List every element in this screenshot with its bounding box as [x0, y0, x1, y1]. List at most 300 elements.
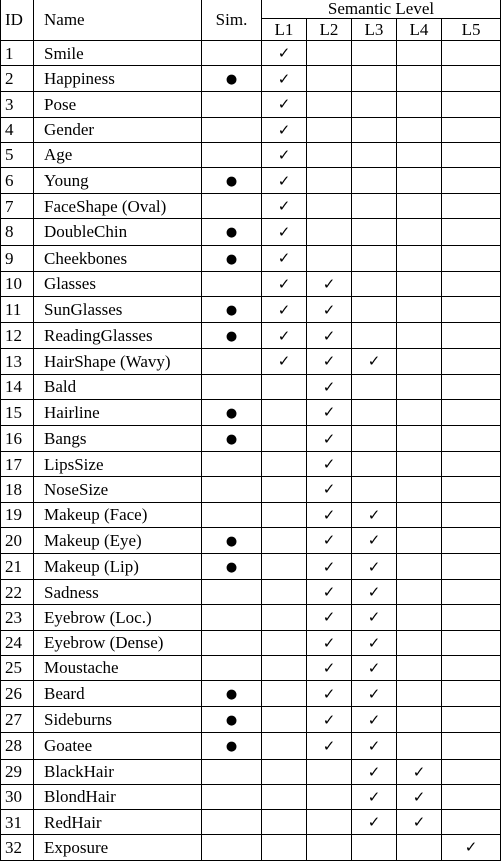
- cell-sim: [202, 580, 262, 605]
- checkmark-icon: ✓: [367, 608, 381, 627]
- cell-level-l2: [307, 733, 352, 759]
- cell-level-l1: [262, 374, 307, 399]
- cell-level-l5: [442, 374, 501, 399]
- checkmark-icon: ✓: [367, 352, 381, 371]
- checkmark-icon: ✓: [322, 557, 336, 576]
- checkmark-icon: ✓: [367, 583, 381, 602]
- cell-level-l3: [352, 452, 397, 477]
- cell-id: 19: [1, 502, 34, 527]
- cell-id: 29: [1, 759, 34, 784]
- table-row: [1, 168, 501, 194]
- cell-level-l3: [352, 630, 397, 655]
- cell-level-l2: [307, 784, 352, 809]
- cell-level-l4: [397, 374, 442, 399]
- table-row: [1, 219, 501, 245]
- cell-level-l4: [397, 399, 442, 425]
- cell-level-l2: [307, 630, 352, 655]
- checkmark-icon: ✓: [322, 608, 336, 627]
- cell-level-l4: [397, 349, 442, 374]
- cell-level-l5: [442, 733, 501, 759]
- table-row: [1, 399, 501, 425]
- cell-level-l3: [352, 733, 397, 759]
- cell-level-l3: [352, 92, 397, 117]
- cell-name: BlondHair: [34, 784, 202, 809]
- cell-id: 27: [1, 707, 34, 733]
- cell-name: Moustache: [34, 655, 202, 680]
- cell-name: NoseSize: [34, 477, 202, 502]
- cell-level-l1: [262, 297, 307, 323]
- cell-level-l3: [352, 681, 397, 707]
- cell-level-l3: [352, 323, 397, 349]
- checkmark-icon: ✓: [367, 557, 381, 576]
- cell-name: Eyebrow (Dense): [34, 630, 202, 655]
- cell-level-l2: [307, 168, 352, 194]
- checkmark-icon: ✓: [367, 684, 381, 703]
- cell-name: SunGlasses: [34, 297, 202, 323]
- checkmark-icon: ✓: [322, 300, 336, 319]
- cell-id: 31: [1, 810, 34, 835]
- cell-name: Makeup (Lip): [34, 554, 202, 580]
- bullet-dot-icon: ●: [225, 560, 238, 576]
- table-row: [1, 194, 501, 219]
- cell-name: FaceShape (Oval): [34, 194, 202, 219]
- cell-level-l3: [352, 349, 397, 374]
- header-level-l5: L5: [442, 19, 501, 41]
- checkmark-icon: ✓: [277, 95, 291, 114]
- cell-level-l3: [352, 810, 397, 835]
- table-row: [1, 41, 501, 66]
- cell-level-l4: [397, 655, 442, 680]
- cell-level-l3: [352, 580, 397, 605]
- cell-sim: [202, 655, 262, 680]
- cell-level-l5: [442, 168, 501, 194]
- table-row: [1, 605, 501, 630]
- cell-level-l3: [352, 784, 397, 809]
- bullet-dot-icon: ●: [225, 739, 238, 755]
- header-sim: Sim.: [202, 0, 262, 41]
- table-row: [1, 502, 501, 527]
- cell-level-l5: [442, 219, 501, 245]
- cell-level-l4: [397, 580, 442, 605]
- cell-level-l3: [352, 426, 397, 452]
- cell-sim: [202, 41, 262, 66]
- cell-level-l5: [442, 66, 501, 92]
- cell-sim: [202, 605, 262, 630]
- cell-sim: [202, 452, 262, 477]
- cell-name: BlackHair: [34, 759, 202, 784]
- checkmark-icon: ✓: [367, 813, 381, 832]
- cell-level-l3: [352, 66, 397, 92]
- cell-level-l2: [307, 426, 352, 452]
- cell-level-l2: [307, 605, 352, 630]
- cell-sim: [202, 271, 262, 296]
- header-level-l1: L1: [262, 19, 307, 41]
- table-row: [1, 527, 501, 553]
- cell-sim: [202, 323, 262, 349]
- checkmark-icon: ✓: [412, 813, 426, 832]
- cell-level-l1: [262, 784, 307, 809]
- cell-level-l4: [397, 117, 442, 142]
- cell-level-l4: [397, 41, 442, 66]
- cell-name: RedHair: [34, 810, 202, 835]
- cell-id: 1: [1, 41, 34, 66]
- table-row: [1, 245, 501, 271]
- cell-name: Gender: [34, 117, 202, 142]
- checkmark-icon: ✓: [322, 658, 336, 677]
- bullet-dot-icon: ●: [225, 432, 238, 448]
- cell-level-l5: [442, 142, 501, 167]
- bullet-dot-icon: ●: [225, 405, 238, 421]
- header-level-l4: L4: [397, 19, 442, 41]
- cell-sim: [202, 759, 262, 784]
- cell-level-l5: [442, 502, 501, 527]
- cell-level-l5: [442, 399, 501, 425]
- cell-level-l4: [397, 168, 442, 194]
- cell-level-l2: [307, 374, 352, 399]
- checkmark-icon: ✓: [277, 249, 291, 268]
- cell-id: 30: [1, 784, 34, 809]
- cell-sim: [202, 168, 262, 194]
- checkmark-icon: ✓: [322, 352, 336, 371]
- cell-level-l2: [307, 527, 352, 553]
- cell-level-l2: [307, 477, 352, 502]
- table-body: [1, 41, 501, 861]
- cell-level-l4: [397, 92, 442, 117]
- cell-level-l1: [262, 142, 307, 167]
- cell-level-l1: [262, 399, 307, 425]
- bullet-dot-icon: ●: [225, 72, 238, 88]
- cell-sim: [202, 297, 262, 323]
- cell-level-l1: [262, 477, 307, 502]
- cell-sim: [202, 349, 262, 374]
- cell-id: 22: [1, 580, 34, 605]
- cell-level-l4: [397, 784, 442, 809]
- cell-id: 17: [1, 452, 34, 477]
- cell-level-l1: [262, 835, 307, 860]
- table-row: [1, 554, 501, 580]
- cell-level-l3: [352, 168, 397, 194]
- cell-sim: [202, 707, 262, 733]
- cell-sim: [202, 142, 262, 167]
- cell-level-l2: [307, 681, 352, 707]
- cell-sim: [202, 426, 262, 452]
- bullet-dot-icon: ●: [225, 303, 238, 319]
- cell-level-l4: [397, 142, 442, 167]
- cell-sim: [202, 554, 262, 580]
- bullet-dot-icon: ●: [225, 713, 238, 729]
- cell-id: 4: [1, 117, 34, 142]
- cell-level-l1: [262, 271, 307, 296]
- bullet-dot-icon: ●: [225, 533, 238, 549]
- cell-id: 10: [1, 271, 34, 296]
- cell-level-l3: [352, 477, 397, 502]
- cell-id: 2: [1, 66, 34, 92]
- table-row: [1, 452, 501, 477]
- cell-level-l3: [352, 219, 397, 245]
- cell-level-l4: [397, 502, 442, 527]
- cell-sim: [202, 194, 262, 219]
- cell-name: Makeup (Face): [34, 502, 202, 527]
- cell-level-l2: [307, 323, 352, 349]
- table-row: [1, 580, 501, 605]
- cell-level-l4: [397, 323, 442, 349]
- cell-level-l1: [262, 117, 307, 142]
- bullet-dot-icon: ●: [225, 251, 238, 267]
- cell-level-l5: [442, 630, 501, 655]
- cell-sim: [202, 527, 262, 553]
- checkmark-icon: ✓: [322, 736, 336, 755]
- checkmark-icon: ✓: [277, 274, 291, 293]
- cell-level-l4: [397, 733, 442, 759]
- table-row: [1, 707, 501, 733]
- table-row: [1, 835, 501, 860]
- checkmark-icon: ✓: [277, 300, 291, 319]
- cell-level-l5: [442, 349, 501, 374]
- cell-level-l3: [352, 655, 397, 680]
- cell-level-l3: [352, 605, 397, 630]
- cell-level-l2: [307, 245, 352, 271]
- cell-level-l2: [307, 142, 352, 167]
- cell-level-l5: [442, 41, 501, 66]
- cell-level-l2: [307, 349, 352, 374]
- cell-level-l5: [442, 707, 501, 733]
- cell-name: Sideburns: [34, 707, 202, 733]
- cell-level-l1: [262, 323, 307, 349]
- table-row: [1, 142, 501, 167]
- cell-id: 23: [1, 605, 34, 630]
- cell-level-l2: [307, 117, 352, 142]
- cell-level-l2: [307, 554, 352, 580]
- table-row: [1, 349, 501, 374]
- cell-sim: [202, 399, 262, 425]
- cell-name: Smile: [34, 41, 202, 66]
- cell-level-l4: [397, 707, 442, 733]
- cell-id: 14: [1, 374, 34, 399]
- checkmark-icon: ✓: [322, 274, 336, 293]
- cell-level-l4: [397, 681, 442, 707]
- header-level-l3: L3: [352, 19, 397, 41]
- cell-level-l4: [397, 66, 442, 92]
- cell-id: 13: [1, 349, 34, 374]
- cell-id: 28: [1, 733, 34, 759]
- cell-name: Sadness: [34, 580, 202, 605]
- cell-level-l5: [442, 759, 501, 784]
- checkmark-icon: ✓: [322, 455, 336, 474]
- table-row: [1, 681, 501, 707]
- cell-level-l5: [442, 194, 501, 219]
- cell-name: Makeup (Eye): [34, 527, 202, 553]
- cell-sim: [202, 784, 262, 809]
- cell-level-l5: [442, 554, 501, 580]
- checkmark-icon: ✓: [367, 787, 381, 806]
- cell-level-l1: [262, 605, 307, 630]
- cell-id: 21: [1, 554, 34, 580]
- checkmark-icon: ✓: [277, 120, 291, 139]
- cell-sim: [202, 810, 262, 835]
- cell-level-l1: [262, 733, 307, 759]
- cell-level-l3: [352, 527, 397, 553]
- checkmark-icon: ✓: [322, 326, 336, 345]
- cell-level-l4: [397, 810, 442, 835]
- cell-level-l2: [307, 41, 352, 66]
- checkmark-icon: ✓: [277, 171, 291, 190]
- table-row: [1, 759, 501, 784]
- cell-sim: [202, 92, 262, 117]
- cell-level-l3: [352, 41, 397, 66]
- cell-name: Eyebrow (Loc.): [34, 605, 202, 630]
- checkmark-icon: ✓: [277, 197, 291, 216]
- cell-name: Young: [34, 168, 202, 194]
- checkmark-icon: ✓: [367, 505, 381, 524]
- cell-name: Cheekbones: [34, 245, 202, 271]
- bullet-dot-icon: ●: [225, 687, 238, 703]
- cell-sim: [202, 219, 262, 245]
- cell-level-l5: [442, 92, 501, 117]
- checkmark-icon: ✓: [277, 69, 291, 88]
- checkmark-icon: ✓: [277, 145, 291, 164]
- cell-name: Bald: [34, 374, 202, 399]
- checkmark-icon: ✓: [322, 429, 336, 448]
- cell-id: 5: [1, 142, 34, 167]
- cell-level-l4: [397, 245, 442, 271]
- cell-level-l2: [307, 219, 352, 245]
- cell-sim: [202, 835, 262, 860]
- cell-level-l5: [442, 297, 501, 323]
- checkmark-icon: ✓: [412, 762, 426, 781]
- cell-level-l2: [307, 502, 352, 527]
- bullet-dot-icon: ●: [225, 225, 238, 241]
- cell-name: HairShape (Wavy): [34, 349, 202, 374]
- cell-level-l4: [397, 297, 442, 323]
- cell-level-l4: [397, 630, 442, 655]
- cell-level-l1: [262, 707, 307, 733]
- checkmark-icon: ✓: [322, 377, 336, 396]
- cell-level-l5: [442, 117, 501, 142]
- cell-level-l1: [262, 502, 307, 527]
- cell-level-l5: [442, 271, 501, 296]
- checkmark-icon: ✓: [277, 44, 291, 62]
- cell-level-l5: [442, 605, 501, 630]
- cell-level-l2: [307, 810, 352, 835]
- checkmark-icon: ✓: [277, 222, 291, 241]
- cell-level-l2: [307, 297, 352, 323]
- cell-level-l2: [307, 707, 352, 733]
- checkmark-icon: ✓: [322, 505, 336, 524]
- table-row: [1, 630, 501, 655]
- checkmark-icon: ✓: [322, 403, 336, 422]
- cell-level-l5: [442, 426, 501, 452]
- cell-sim: [202, 630, 262, 655]
- cell-name: LipsSize: [34, 452, 202, 477]
- cell-level-l3: [352, 399, 397, 425]
- table-row: [1, 426, 501, 452]
- table-row: [1, 477, 501, 502]
- cell-level-l4: [397, 477, 442, 502]
- cell-level-l4: [397, 219, 442, 245]
- cell-level-l5: [442, 835, 501, 860]
- cell-sim: [202, 681, 262, 707]
- cell-level-l1: [262, 194, 307, 219]
- cell-level-l3: [352, 271, 397, 296]
- cell-level-l1: [262, 554, 307, 580]
- cell-id: 12: [1, 323, 34, 349]
- cell-level-l1: [262, 452, 307, 477]
- cell-level-l5: [442, 681, 501, 707]
- cell-level-l3: [352, 117, 397, 142]
- cell-level-l3: [352, 245, 397, 271]
- cell-id: 8: [1, 219, 34, 245]
- cell-level-l5: [442, 323, 501, 349]
- cell-level-l3: [352, 142, 397, 167]
- checkmark-icon: ✓: [322, 633, 336, 652]
- cell-level-l3: [352, 194, 397, 219]
- checkmark-icon: ✓: [322, 710, 336, 729]
- cell-level-l4: [397, 194, 442, 219]
- header-name: Name: [34, 0, 202, 41]
- cell-id: 3: [1, 92, 34, 117]
- cell-level-l2: [307, 92, 352, 117]
- cell-name: DoubleChin: [34, 219, 202, 245]
- table-row: [1, 810, 501, 835]
- cell-level-l2: [307, 655, 352, 680]
- table-row: [1, 117, 501, 142]
- cell-sim: [202, 66, 262, 92]
- cell-name: Bangs: [34, 426, 202, 452]
- cell-level-l1: [262, 810, 307, 835]
- cell-level-l1: [262, 349, 307, 374]
- table-row: [1, 733, 501, 759]
- cell-level-l1: [262, 168, 307, 194]
- cell-sim: [202, 477, 262, 502]
- checkmark-icon: ✓: [277, 352, 291, 371]
- cell-level-l1: [262, 527, 307, 553]
- cell-level-l5: [442, 810, 501, 835]
- header-semantic-level: Semantic Level: [262, 0, 501, 19]
- cell-level-l2: [307, 66, 352, 92]
- cell-level-l2: [307, 399, 352, 425]
- cell-level-l1: [262, 41, 307, 66]
- table-header: [1, 0, 501, 41]
- cell-level-l1: [262, 92, 307, 117]
- cell-name: Happiness: [34, 66, 202, 92]
- table-row: [1, 92, 501, 117]
- table-row: [1, 271, 501, 296]
- checkmark-icon: ✓: [322, 480, 336, 499]
- cell-level-l1: [262, 630, 307, 655]
- cell-level-l2: [307, 194, 352, 219]
- checkmark-icon: ✓: [367, 710, 381, 729]
- cell-level-l1: [262, 66, 307, 92]
- table-row: [1, 297, 501, 323]
- checkmark-icon: ✓: [464, 838, 478, 857]
- cell-level-l4: [397, 605, 442, 630]
- cell-level-l4: [397, 426, 442, 452]
- cell-level-l4: [397, 527, 442, 553]
- cell-level-l3: [352, 297, 397, 323]
- cell-level-l1: [262, 219, 307, 245]
- cell-level-l5: [442, 527, 501, 553]
- cell-id: 26: [1, 681, 34, 707]
- cell-id: 25: [1, 655, 34, 680]
- checkmark-icon: ✓: [322, 684, 336, 703]
- cell-level-l2: [307, 452, 352, 477]
- cell-level-l5: [442, 452, 501, 477]
- cell-level-l3: [352, 554, 397, 580]
- cell-level-l5: [442, 655, 501, 680]
- cell-name: Hairline: [34, 399, 202, 425]
- cell-level-l1: [262, 580, 307, 605]
- cell-sim: [202, 374, 262, 399]
